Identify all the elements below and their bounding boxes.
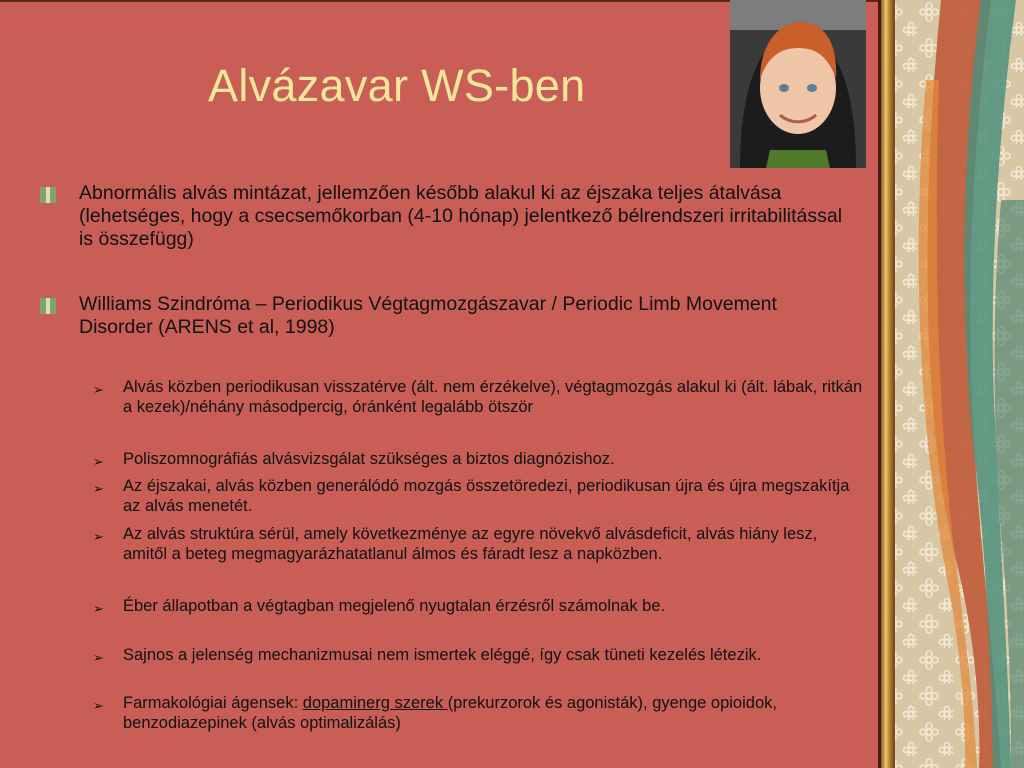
subbullet-arrow-icon: ➢	[93, 481, 104, 496]
subbullet-suffix: (prekurzorok és agonisták), gyenge opioidok, benzodiazepinek (alvás optimalizálás)	[123, 694, 777, 732]
decorative-pattern-strip	[881, 0, 1024, 768]
subbullet-item: Poliszomnográfiás alvásvizsgálat szükséges a biztos diagnózishoz.	[123, 450, 615, 468]
subbullet-prefix: Farmakológiai ágensek:	[123, 694, 303, 712]
subbullet-arrow-icon: ➢	[93, 382, 104, 397]
subbullet-item: Az alvás struktúra sérül, amely következménye az egyre növekvő alvásdeficit, alvás hiány lesz, amitől a beteg megmagyarázhatatlanul álmos és fáradt lesz a napközben.	[123, 525, 818, 563]
subbullet-item: Éber állapotban a végtagban megjelenő nyugtalan érzésről számolnak be.	[123, 597, 666, 615]
bullet-icon	[39, 186, 57, 204]
subbullet-arrow-icon: ➢	[93, 454, 104, 469]
dopamine-link[interactable]: dopaminerg szerek	[302, 694, 448, 712]
subbullet-item: Alvás közben periodikusan visszatérve (ált. nem érzékelve), végtagmozgás alakul ki (ált. lábak, ritkán a kezek)/néhány másodpercig, óránként legalább ötször	[123, 378, 863, 416]
bullet-item: Williams Szindróma – Periodikus Végtagmozgászavar / Periodic Limb Movement Disorder (ARENS et al, 1998)	[79, 293, 777, 338]
subbullet-arrow-icon: ➢	[93, 601, 104, 616]
bullet-icon	[39, 297, 57, 315]
subbullet-item	[123, 694, 863, 733]
subbullet-arrow-icon: ➢	[93, 698, 104, 713]
slide-title: Alvázavar WS-ben	[208, 60, 586, 111]
subbullet-item: Sajnos a jelenség mechanizmusai nem ismertek eléggé, így csak tüneti kezelés létezik.	[123, 646, 762, 664]
subbullet-arrow-icon: ➢	[93, 650, 104, 665]
bullet-item: Abnormális alvás mintázat, jellemzően később alakul ki az éjszaka teljes átalvása (lehetséges, hogy a csecsemőkorban (4-10 hónap) jelentkező bélrendszeri irritabilitással is összefügg)	[79, 182, 843, 250]
subbullet-item: Az éjszakai, alvás közben generálódó mozgás összetöredezi, periodikusan újra és újra megszakítja az alvás menetét.	[123, 477, 850, 515]
subbullet-arrow-icon: ➢	[93, 529, 104, 544]
